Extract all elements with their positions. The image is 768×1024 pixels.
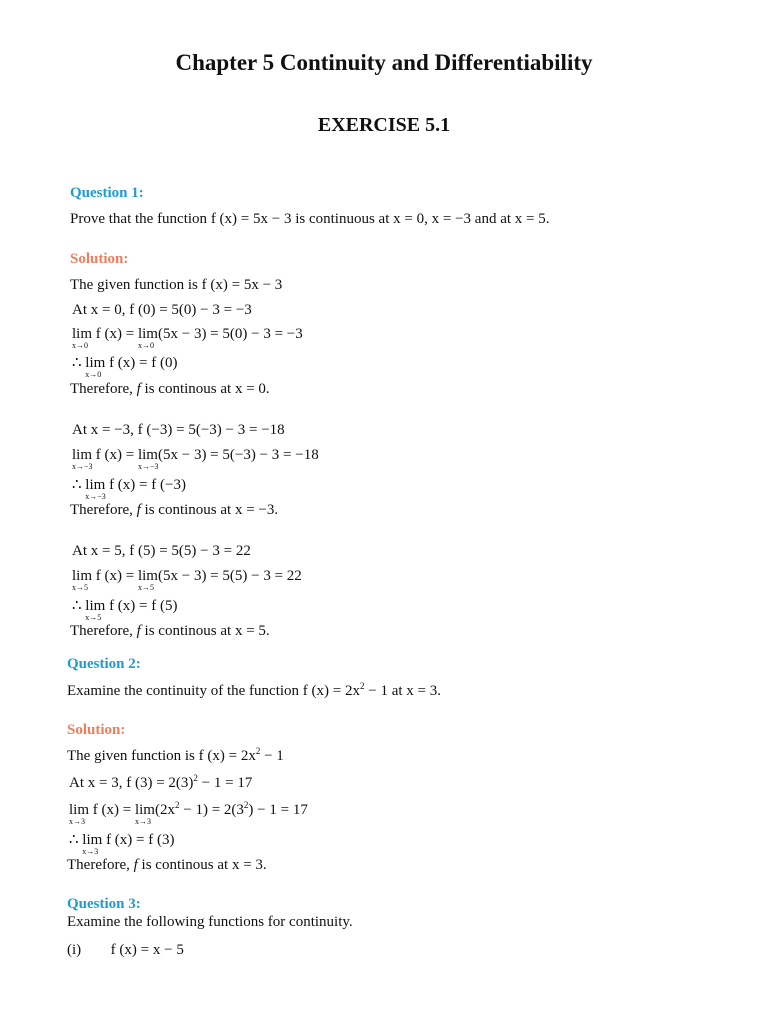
math-text: f (x) = f (3) <box>106 832 175 848</box>
step-evaluate: At x = −3, f (−3) = 5(−3) − 3 = −18 <box>72 422 285 438</box>
limit-operator <box>85 477 106 501</box>
result-text: Therefore, <box>70 381 133 397</box>
lim-subscript: x→5 <box>137 583 154 592</box>
point-expression: x = 0. <box>234 381 270 397</box>
step-evaluate <box>69 775 252 792</box>
math-text: (5x − 3) = 5(0) − 3 = −3 <box>157 326 303 342</box>
step-conclusion <box>72 475 186 501</box>
function-expression <box>303 683 388 699</box>
solution-1-given <box>70 277 282 294</box>
function-expression <box>199 748 284 764</box>
lim-subscript: x→3 <box>69 817 85 826</box>
solution-2-heading: Solution: <box>67 722 126 738</box>
math-text: (5x − 3) = 5(−3) − 3 = −18 <box>157 447 319 463</box>
lim-text: lim <box>69 802 90 818</box>
math-text: At x = 3, f (3) = 2(3) <box>69 775 194 791</box>
solution-2-given <box>67 748 284 765</box>
lim-text: lim <box>72 447 93 463</box>
lim-text: lim <box>85 598 106 614</box>
result-text: is continous at <box>144 502 232 518</box>
result-text: Therefore, <box>67 857 130 873</box>
limit-operator <box>72 447 93 471</box>
limit-operator <box>137 568 158 592</box>
lim-subscript: x→−3 <box>85 492 106 501</box>
step-result <box>70 381 270 398</box>
limit-operator <box>82 832 103 856</box>
limit-operator <box>85 598 106 622</box>
point-expression: x = 3. <box>406 683 441 699</box>
math-text: (5x − 3) = 5(5) − 3 = 22 <box>157 568 302 584</box>
lim-subscript: x→0 <box>85 370 102 379</box>
question-1-text <box>70 211 549 228</box>
exponent: 2 <box>174 800 180 810</box>
step-result <box>70 623 270 640</box>
math-text: − 1) = 2(3 <box>179 802 244 818</box>
limit-operator <box>85 355 106 379</box>
lim-subscript: x→3 <box>134 817 151 826</box>
math-text: f (x) = 2x <box>302 683 360 699</box>
question-text: and at <box>474 211 512 227</box>
question-2-heading: Question 2: <box>67 656 141 672</box>
lim-text: lim <box>72 326 93 342</box>
math-text: f (x) = <box>95 568 135 584</box>
period: . <box>545 211 550 227</box>
exponent: 2 <box>255 746 261 756</box>
therefore-symbol: ∴ <box>72 355 82 371</box>
math-text: f (x) = 2x <box>198 748 256 764</box>
lim-subscript: x→0 <box>72 341 88 350</box>
limit-operator <box>69 802 90 826</box>
limit-operator <box>137 326 158 350</box>
point-expression: x = 3. <box>231 857 267 873</box>
result-text: is continous at <box>141 857 229 873</box>
lim-subscript: x→0 <box>137 341 154 350</box>
lim-text: lim <box>137 447 158 463</box>
math-text: f (x) = f (−3) <box>109 477 186 493</box>
function-expression: f (x) = 5x − 3 <box>210 211 292 227</box>
exponent: 2 <box>193 773 198 783</box>
therefore-symbol: ∴ <box>69 832 79 848</box>
limit-operator <box>134 802 155 826</box>
solution-1-heading: Solution: <box>70 251 129 267</box>
function-expression: f (x) = 5x − 3 <box>201 277 283 293</box>
math-text: ) − 1 = 17 <box>248 802 308 818</box>
step-conclusion <box>69 830 175 856</box>
math-text: − 1 <box>364 683 388 699</box>
lim-text: lim <box>137 568 158 584</box>
math-text: f (x) = <box>92 802 132 818</box>
part-label: (i) <box>67 942 82 958</box>
step-limit <box>69 800 308 826</box>
step-conclusion <box>72 353 178 379</box>
math-text: f (x) = <box>95 326 135 342</box>
lim-subscript: x→3 <box>82 847 99 856</box>
lim-text: lim <box>72 568 93 584</box>
question-text: Prove that the function <box>70 211 208 227</box>
point-expression: x = 5 <box>514 211 546 227</box>
lim-subscript: x→5 <box>85 613 102 622</box>
limit-operator <box>72 568 93 592</box>
math-text: (2x <box>154 802 175 818</box>
function-symbol: f <box>136 502 141 518</box>
step-evaluate: At x = 0, f (0) = 5(0) − 3 = −3 <box>72 302 252 318</box>
math-text: f (x) = f (0) <box>109 355 178 371</box>
point-expression: x = −3. <box>234 502 279 518</box>
result-text: Therefore, <box>70 502 133 518</box>
result-text: is continous at <box>144 623 232 639</box>
function-symbol: f <box>136 623 141 639</box>
therefore-symbol: ∴ <box>72 598 82 614</box>
question-3-heading: Question 3: <box>67 896 141 912</box>
step-result <box>70 502 278 519</box>
separator: , <box>424 211 428 227</box>
limit-operator <box>137 447 159 471</box>
solution-text: The given function is <box>70 277 198 293</box>
exercise-title: EXERCISE 5.1 <box>317 114 451 136</box>
question-2-text <box>67 683 441 700</box>
function-symbol: f <box>136 381 141 397</box>
question-text: Examine the continuity of the function <box>67 683 300 699</box>
math-text: − 1 = 17 <box>197 775 253 791</box>
lim-subscript: x→−3 <box>72 462 93 471</box>
exponent: 2 <box>359 681 365 691</box>
step-limit <box>72 326 303 350</box>
function-expression: f (x) = x − 5 <box>110 942 184 958</box>
math-text: − 1 <box>260 748 284 764</box>
lim-text: lim <box>82 832 103 848</box>
exponent: 2 <box>243 800 249 810</box>
result-text: is continous at <box>144 381 232 397</box>
step-result <box>67 857 267 874</box>
chapter-title: Chapter 5 Continuity and Differentiability <box>175 50 593 75</box>
point-expression: x = 5. <box>234 623 270 639</box>
point-expression: x = 0 <box>393 211 425 227</box>
result-text: Therefore, <box>70 623 133 639</box>
question-text: is continuous at <box>295 211 390 227</box>
lim-subscript: x→5 <box>72 583 88 592</box>
function-symbol: f <box>133 857 138 873</box>
limit-operator <box>72 326 93 350</box>
lim-text: lim <box>85 355 106 371</box>
question-text: at <box>391 683 403 699</box>
question-3-part-i <box>67 942 184 959</box>
solution-text: The given function is <box>67 748 195 764</box>
question-3-text: Examine the following functions for continuity. <box>67 914 353 930</box>
lim-text: lim <box>85 477 106 493</box>
math-text: f (x) = <box>95 447 135 463</box>
step-conclusion <box>72 596 178 622</box>
therefore-symbol: ∴ <box>72 477 82 493</box>
lim-text: lim <box>137 326 158 342</box>
lim-text: lim <box>134 802 155 818</box>
step-limit <box>72 447 319 471</box>
lim-subscript: x→−3 <box>137 462 159 471</box>
step-limit <box>72 568 302 592</box>
question-1-heading: Question 1: <box>70 185 144 201</box>
step-evaluate: At x = 5, f (5) = 5(5) − 3 = 22 <box>72 543 251 559</box>
point-expression: x = −3 <box>431 211 472 227</box>
math-text: f (x) = f (5) <box>109 598 178 614</box>
